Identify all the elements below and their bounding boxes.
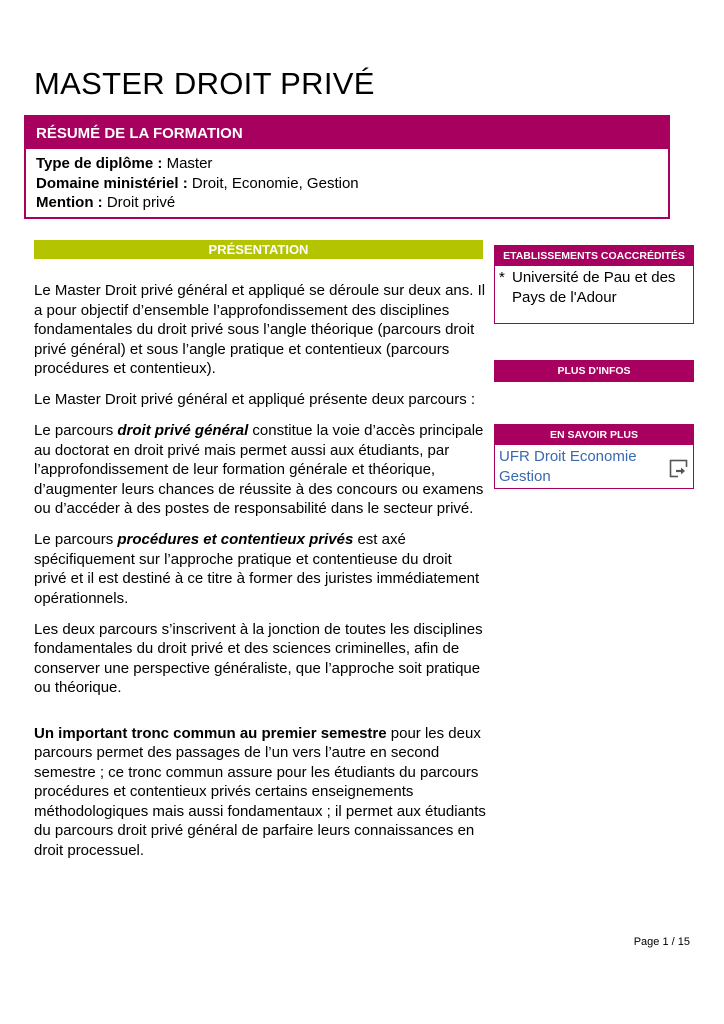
text-fragment: pour les deux parcours permet des passages de l’un vers l’autre en second semestre ; ce tronc commun assure pour les étudiants du parcours procédures et contentieux privés certains enseignements méthodologiques mais aussi fondamentaux ; il permet aux étudiants du parcours droit privé général de parfaire leurs connaissances en droit processuel. <box>34 724 486 859</box>
text-fragment: constitue la voie d’accès principale au doctorat en droit privé mais permet aussi aux étudiants, par l’approfondissement de leur formation générale et théorique, d’augmenter leurs chances de réussite à des concours ou examens ou d’accéder à des postes de responsabilité dans le secteur privé. <box>34 422 484 517</box>
presentation-heading: PRÉSENTATION <box>34 240 483 259</box>
mention-row <box>36 193 668 213</box>
en-savoir-plus-heading: EN SAVOIR PLUS <box>495 425 693 445</box>
text-fragment: Le parcours <box>34 422 118 439</box>
domain-row <box>36 174 668 194</box>
domain-value: Droit, Economie, Gestion <box>191 174 359 192</box>
paragraph-procedures <box>34 530 486 608</box>
etablissements-heading: ETABLISSEMENTS COACCRÉDITÉS <box>495 246 693 266</box>
emphasis-procedures: procédures et contentieux privés <box>117 531 354 548</box>
ufr-link[interactable]: UFR Droit Economie Gestion <box>499 448 637 485</box>
bullet-star: * <box>499 269 505 286</box>
paragraph-tronc-commun <box>34 724 486 861</box>
mention-label: Mention : <box>36 194 103 211</box>
summary-box <box>24 115 670 219</box>
en-savoir-plus-box <box>494 424 694 489</box>
domain-label: Domaine ministériel : <box>36 174 188 192</box>
etablissements-body <box>495 266 693 310</box>
etablissement-name: Université de Pau et des Pays de l'Adour <box>512 269 676 306</box>
list-item <box>495 266 693 310</box>
etablissements-box <box>494 245 694 324</box>
emphasis-tronc-commun: Un important tronc commun au premier semestre <box>34 724 387 742</box>
diploma-type-label: Type de diplôme : <box>36 155 163 172</box>
paragraph-parcours: Le Master Droit privé général et appliqué présente deux parcours : <box>34 391 476 408</box>
page-number: Page 1 / 15 <box>633 936 690 948</box>
presentation-content <box>34 281 486 872</box>
page-title: MASTER DROIT PRIVÉ <box>34 66 375 101</box>
plus-infos-heading: PLUS D'INFOS <box>495 361 693 381</box>
summary-heading: RÉSUMÉ DE LA FORMATION <box>26 117 668 149</box>
paragraph-intro: Le Master Droit privé général et appliqué se déroule sur deux ans. Il a pour objectif d’ensemble l’approfondissement des disciplines fondamentales du droit privé sous l’angle théorique (parcours droit privé général) et sous l’angle pratique et contentieux (parcours procédures et contentieux). <box>34 282 486 377</box>
paragraph-jonction: Les deux parcours s’inscrivent à la jonction de toutes les disciplines fondamentales du droit privé et des sciences criminelles, afin de conserver une perspective généraliste, que l’approche soit pratique ou théorique. <box>34 620 483 696</box>
diploma-type-row <box>36 154 668 174</box>
summary-body <box>26 149 668 213</box>
text-fragment: est axé spécifiquement sur l’approche pratique et contentieuse du droit privé et il est destiné à ce titre à former des juristes immédiatement opérationnels. <box>34 531 480 607</box>
emphasis-droit-prive-general: droit privé général <box>117 422 249 439</box>
diploma-type-value: Master <box>166 155 213 172</box>
text-fragment: Le parcours <box>34 531 118 548</box>
plus-infos-box <box>494 360 694 382</box>
paragraph-droit-prive-general <box>34 421 486 519</box>
external-link-icon[interactable] <box>669 459 689 485</box>
link-row <box>495 445 693 489</box>
mention-value: Droit privé <box>106 194 176 211</box>
